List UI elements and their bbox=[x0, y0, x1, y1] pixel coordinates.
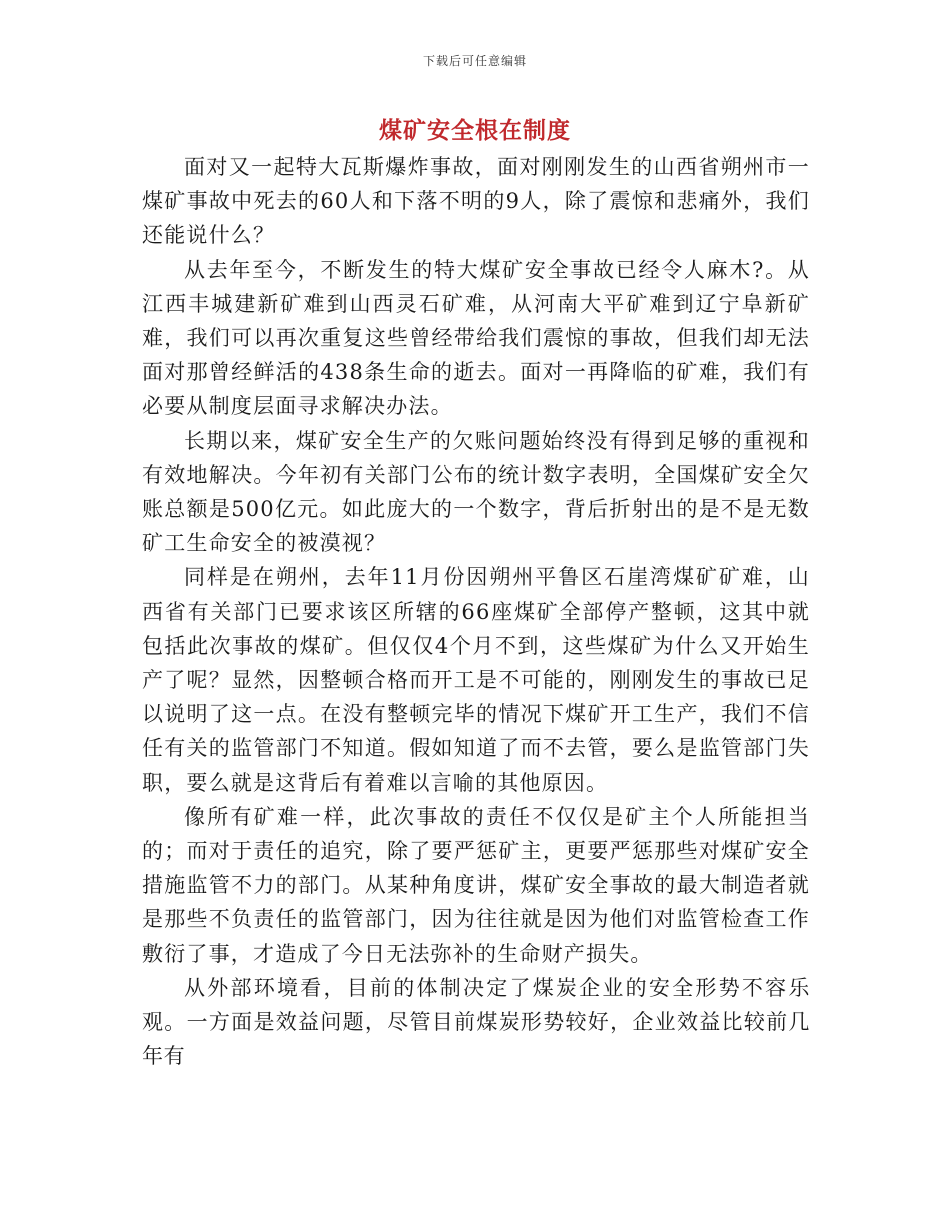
document-title: 煤矿安全根在制度 bbox=[379, 117, 571, 144]
paragraph-6: 从外部环境看，目前的体制决定了煤炭企业的安全形势不容乐观。一方面是效益问题，尽管目前煤炭形势较好，企业效益比较前几年有 bbox=[142, 975, 810, 1069]
document-body bbox=[142, 150, 810, 1073]
paragraph-1: 面对又一起特大瓦斯爆炸事故，面对刚刚发生的山西省朔州市一煤矿事故中死去的60人和下落不明的9人，除了震惊和悲痛外，我们还能说什么？ bbox=[142, 155, 810, 248]
paragraph-3: 长期以来，煤矿安全生产的欠账问题始终没有得到足够的重视和有效地解决。今年初有关部门公布的统计数字表明，全国煤矿安全欠账总额是500亿元。如此庞大的一个数字，背后折射出的是不是无数矿工生命安全的被漠视？ bbox=[142, 428, 810, 556]
paragraph-5: 像所有矿难一样，此次事故的责任不仅仅是矿主个人所能担当的；而对于责任的追究，除了要严惩矿主，更要严惩那些对煤矿安全措施监管不力的部门。从某种角度讲，煤矿安全事故的最大制造者就是那些不负责任的监管部门，因为往往就是因为他们对监管检查工作敷衍了事，才造成了今日无法弥补的生命财产损失。 bbox=[142, 804, 810, 966]
paragraph-4: 同样是在朔州，去年11月份因朔州平鲁区石崖湾煤矿矿难，山西省有关部门已要求该区所辖的66座煤矿全部停产整顿，这其中就包括此次事故的煤矿。但仅仅4个月不到，这些煤矿为什么又开始生产了呢？显然，因整顿合格而开工是不可能的，刚刚发生的事故已足以说明了这一点。在没有整顿完毕的情况下煤矿开工生产，我们不信任有关的监管部门不知道。假如知道了而不去管，要么是监管部门失职，要么就是这背后有着难以言喻的其他原因。 bbox=[142, 565, 810, 795]
paragraph-2: 从去年至今，不断发生的特大煤矿安全事故已经令人麻木?。从江西丰城建新矿难到山西灵石矿难，从河南大平矿难到辽宁阜新矿难，我们可以再次重复这些曾经带给我们震惊的事故，但我们却无法面对那曾经鲜活的438条生命的逝去。面对一再降临的矿难，我们有必要从制度层面寻求解决办法。 bbox=[142, 257, 810, 419]
header-note: 下载后可任意编辑 bbox=[422, 54, 527, 68]
